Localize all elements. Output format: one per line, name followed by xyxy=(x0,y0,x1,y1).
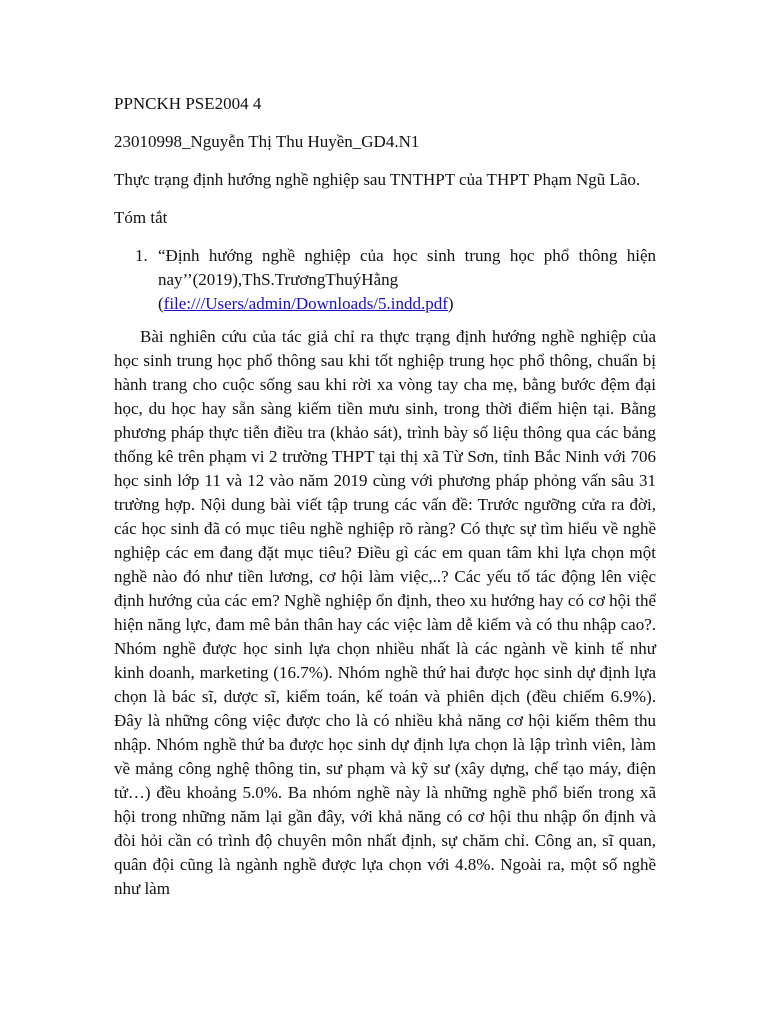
reference-link-close: ) xyxy=(447,294,454,313)
reference-link[interactable]: file:///Users/admin/Downloads/5.indd.pdf xyxy=(163,294,448,313)
student-line: 23010998_Nguyễn Thị Thu Huyền_GD4.N1 xyxy=(114,132,420,151)
reference-author: nay’’(2019),ThS.TrươngThuýHằng xyxy=(158,270,399,289)
reference-title: “Định hướng nghề nghiệp của học sinh trung học phổ thông hiện xyxy=(158,246,656,265)
reference-link-line xyxy=(158,292,656,316)
reference-number: 1. xyxy=(135,246,148,265)
abstract-paragraph: Bài nghiên cứu của tác giả chỉ ra thực trạng định hướng nghề nghiệp của học sinh trung học phổ thông sau khi tốt nghiệp trung học phổ thông, chuẩn bị hành trang cho cuộc sống sau khi rời xa vòng tay cha mẹ, bằng bước đệm đại học, du học hay sẵn sàng kiếm tiền mưu sinh, trong thời điểm hiện tại. Bằng phương pháp thực tiễn điều tra (khảo sát), trình bày số liệu thông qua các bảng thống kê trên phạm vi 2 trường THPT tại thị xã Từ Sơn, tỉnh Bắc Ninh với 706 học sinh lớp 11 và 12 vào năm 2019 cùng với phương pháp phỏng vấn sâu 31 trường hợp. Nội dung bài viết tập trung các vấn đề: Trước ngưỡng cửa ra đời, các học sinh đã có mục tiêu nghề nghiệp rõ ràng? Có thực sự tìm hiểu về nghề nghiệp các em đang đặt mục tiêu? Điều gì các em quan tâm khi lựa chọn một nghề nào đó như tiền lương, cơ hội làm việc,..? Các yếu tố tác động lên việc định hướng của các em? Nghề nghiệp ổn định, theo xu hướng hay có cơ hội thể hiện năng lực, đam mê bản thân hay các việc làm dễ kiếm và có thu nhập cao?. Nhóm nghề được học sinh lựa chọn nhiều nhất là các ngành về kinh tế như kinh doanh, marketing (16.7%). Nhóm nghề thứ hai được học sinh dự định lựa chọn là bác sĩ, dược sĩ, kiểm toán, kế toán và phiên dịch (đều chiếm 6.9%). Đây là những công việc được cho là có nhiều khả năng cơ hội kiếm thêm thu nhập. Nhóm nghề thứ ba được học sinh dự định lựa chọn là lập trình viên, làm về mảng công nghệ thông tin, sư phạm và kỹ sư (xây dựng, chế tạo máy, điện tử…) đều khoảng 5.0%. Ba nhóm nghề này là những nghề phổ biến trong xã hội trong những năm lại gần đây, với khả năng có cơ hội thu nhập ổn định và đòi hỏi cần có trình độ chuyên môn nhất định, sự chăm chỉ. Công an, sĩ quan, quân đội cũng là ngành nghề được lựa chọn với 4.8%. Ngoài ra, một số nghề như làm xyxy=(114,327,656,898)
document-page xyxy=(114,92,656,901)
reference-link-open: ( xyxy=(158,294,164,313)
document-title: Thực trạng định hướng nghề nghiệp sau TNTHPT của THPT Phạm Ngũ Lão. xyxy=(114,170,641,189)
course-code: PPNCKH PSE2004 4 xyxy=(114,94,262,113)
reference-list xyxy=(114,244,656,316)
section-heading: Tóm tắt xyxy=(114,208,168,227)
reference-item xyxy=(114,244,656,316)
